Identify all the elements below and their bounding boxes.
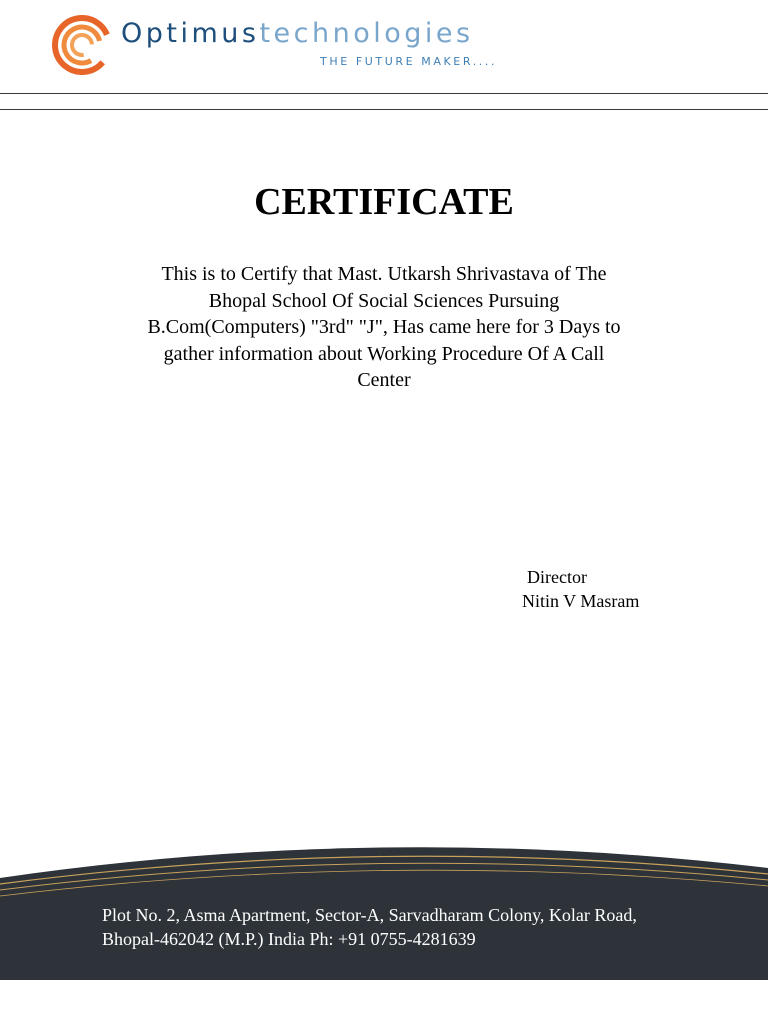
certificate-body-line: Bhopal School Of Social Sciences Pursuing xyxy=(208,289,560,312)
company-tagline: THE FUTURE MAKER.... xyxy=(320,55,498,68)
certificate-title: CERTIFICATE xyxy=(254,181,514,223)
header-divider-bottom xyxy=(0,109,768,110)
concentric-swirl-logo-icon xyxy=(52,15,112,75)
company-name-primary: Optimus xyxy=(121,18,260,49)
letterhead-header xyxy=(0,0,768,110)
address-line: Bhopal-462042 (M.P.) India Ph: +91 0755-4281639 xyxy=(102,929,476,949)
certificate-body-line: gather information about Working Procedure Of A Call xyxy=(163,342,605,365)
address-line: Plot No. 2, Asma Apartment, Sector-A, Sarvadharam Colony, Kolar Road, xyxy=(102,905,637,925)
certificate-body-line: This is to Certify that Mast. Utkarsh Shrivastava of The xyxy=(161,263,607,285)
company-name xyxy=(121,20,474,47)
certificate-body xyxy=(108,261,660,394)
company-address xyxy=(102,903,742,951)
header-divider-top xyxy=(0,93,768,94)
certificate-body-line: Center xyxy=(357,369,411,391)
company-name-secondary: technologies xyxy=(259,18,474,49)
letterhead-footer xyxy=(0,840,768,980)
certificate-body-line: B.Com(Computers) "3rd" "J", Has came here for 3 Days to xyxy=(147,316,621,338)
signatory-name: Nitin V Masram xyxy=(522,591,640,611)
signatory-role: Director xyxy=(527,567,587,587)
